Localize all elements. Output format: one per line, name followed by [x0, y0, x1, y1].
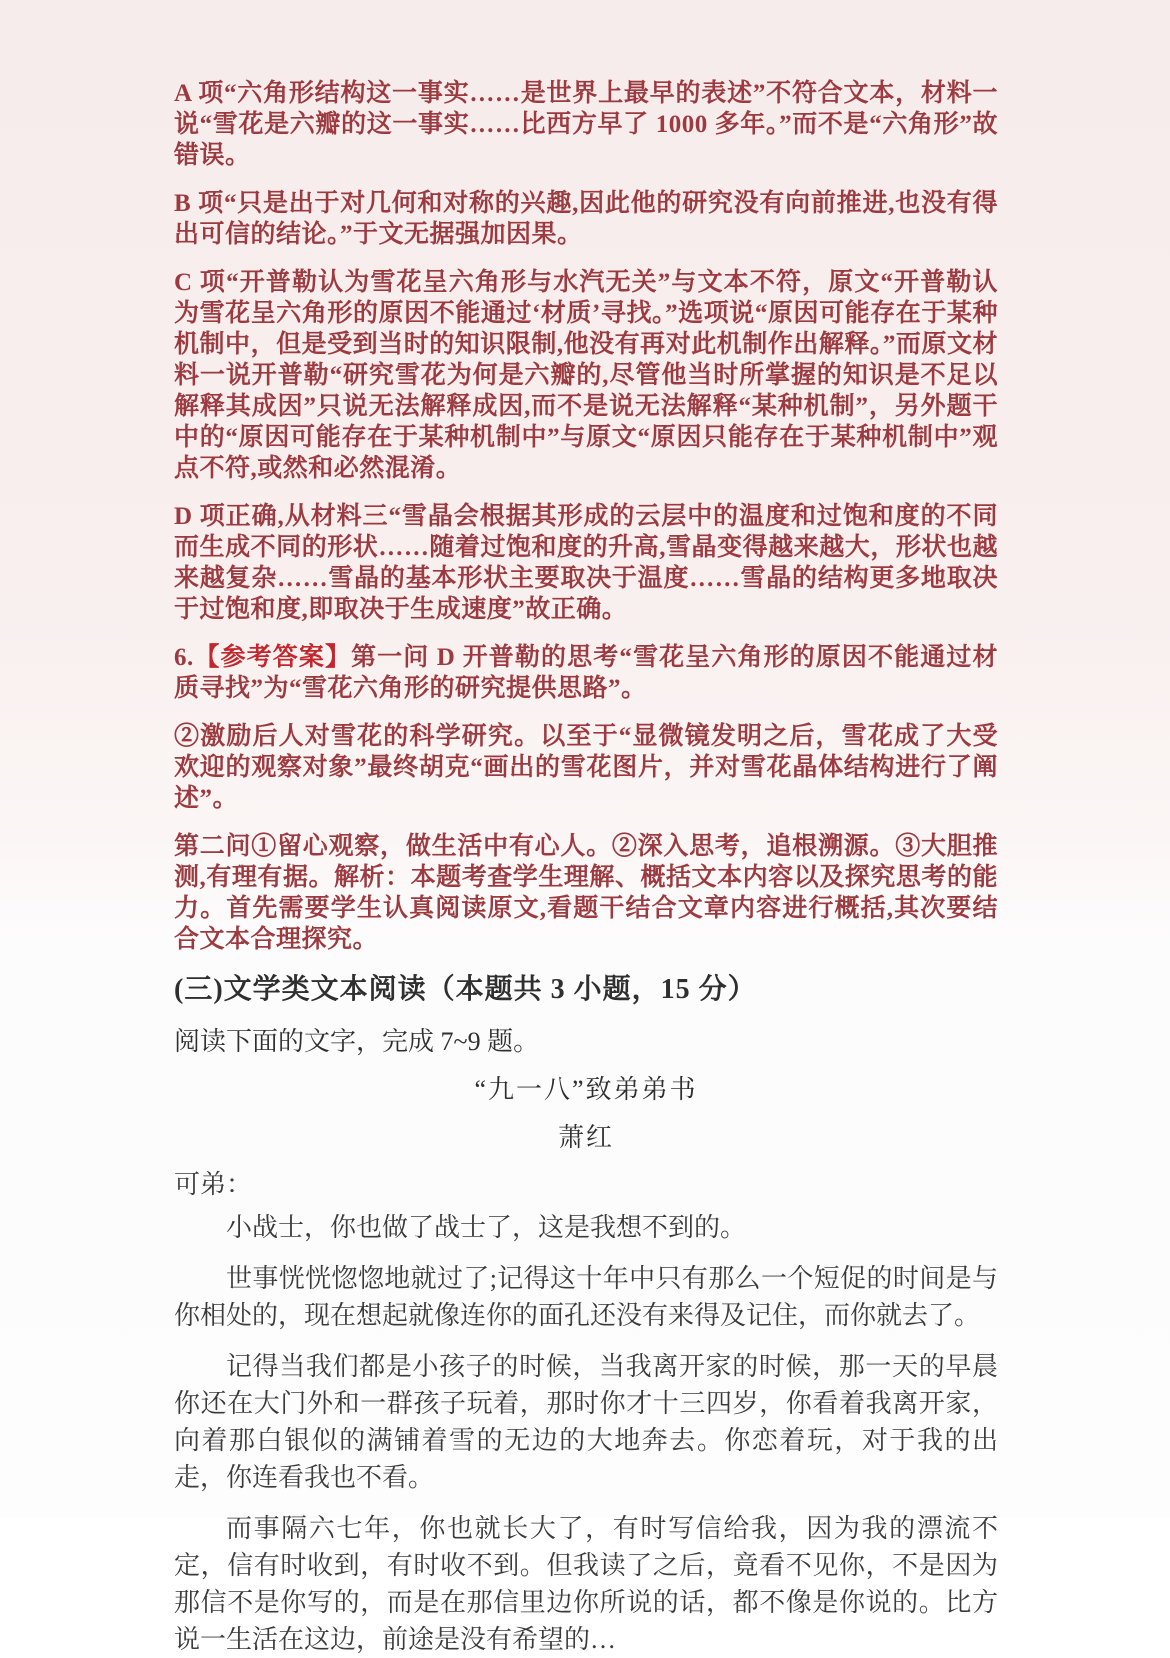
answer-paragraph-q6-question2: 第二问①留心观察，做生活中有心人。②深入思考，追根溯源。③大胆推测,有理有据。解析：本题考查学生理解、概括文本内容以及探究思考的能力。首先需要学生认真阅读原文,看题干结合文章内容进行概括,其次要结合文本合理探究。	[174, 833, 998, 953]
passage-author: 萧红	[557, 1123, 614, 1152]
q6-number: 6.	[174, 644, 194, 671]
answer-paragraph-q6	[174, 642, 998, 704]
letter-paragraph: 世事恍恍惚惚地就过了;记得这十年中只有那么一个短促的时间是与你相处的，现在想起就像连你的面孔还没有来得及记住，而你就去了。	[174, 1264, 998, 1330]
answer-paragraph-a: A 项“六角形结构这一事实……是世界上最早的表述”不符合文本，材料一说“雪花是六瓣的这一事实……比西方早了 1000 多年。”而不是“六角形”故错误。	[174, 80, 998, 169]
answer-paragraph-d: D 项正确,从材料三“雪晶会根据其形成的云层中的温度和过饱和度的不同而生成不同的形状……随着过饱和度的升高,雪晶变得越来越大，形状也越来越复杂……雪晶的基本形状主要取决于温度……雪晶的结构更多地取决于过饱和度,即取决于生成速度”故正确。	[174, 503, 998, 623]
answer-paragraph-q6-point2: ②激励后人对雪花的科学研究。以至于“显微镜发明之后，雪花成了大受欢迎的观察对象”最终胡克“画出的雪花图片，并对雪花晶体结构进行了阐述”。	[174, 723, 998, 812]
letter-body	[174, 1166, 998, 1658]
answer-paragraph-c: C 项“开普勒认为雪花呈六角形与水汽无关”与文本不符，原文“开普勒认为雪花呈六角形的原因不能通过‘材质’寻找。”选项说“原因可能存在于某种机制中，但是受到当时的知识限制,他没有再对此机制作出解释。”而原文材料一说开普勒“研究雪花为何是六瓣的,尽管他当时所掌握的知识是不足以解释其成因”只说无法解释成因,而不是说无法解释“某种机制”，另外题干中的“原因可能存在于某种机制中”与原文“原因只能存在于某种机制中”观点不符,或然和必然混淆。	[174, 269, 998, 482]
letter-salutation: 可弟：	[174, 1170, 253, 1199]
letter-paragraph: 记得当我们都是小孩子的时候，当我离开家的时候，那一天的早晨你还在大门外和一群孩子玩着，那时你才十三四岁，你看着我离开家，向着那白银似的满铺着雪的无边的大地奔去。你恋着玩，对于我的出走，你连看我也不看。	[174, 1352, 998, 1492]
reference-answer-label: 【参考答案】	[193, 644, 352, 671]
answer-paragraph-b: B 项“只是出于对几何和对称的兴趣,因此他的研究没有向前推进,也没有得出可信的结论。”于文无据强加因果。	[174, 190, 998, 248]
q6-answer-text: 第一问 D 开普勒的思考“雪花呈六角形的原因不能通过材质寻找”为“雪花六角形的研究提供思路”。	[174, 644, 998, 702]
reading-instruction: 阅读下面的文字，完成 7~9 题。	[174, 1027, 540, 1056]
section-heading: (三)文学类文本阅读（本题共 3 小题，15 分）	[174, 974, 757, 1005]
answer-analysis-section	[174, 78, 998, 955]
letter-paragraph: 而事隔六七年，你也就长大了，有时写信给我，因为我的漂流不定，信有时收到，有时收不到。但我读了之后，竟看不见你，不是因为那信不是你写的，而是在那信里边你所说的话，都不像是你说的。比方说一生活在这边，前途是没有希望的…	[174, 1514, 998, 1654]
passage-title: “九一八”致弟弟书	[474, 1075, 698, 1104]
literary-reading-section	[174, 972, 998, 1658]
letter-paragraph: 小战士，你也做了战士了，这是我想不到的。	[226, 1213, 747, 1242]
